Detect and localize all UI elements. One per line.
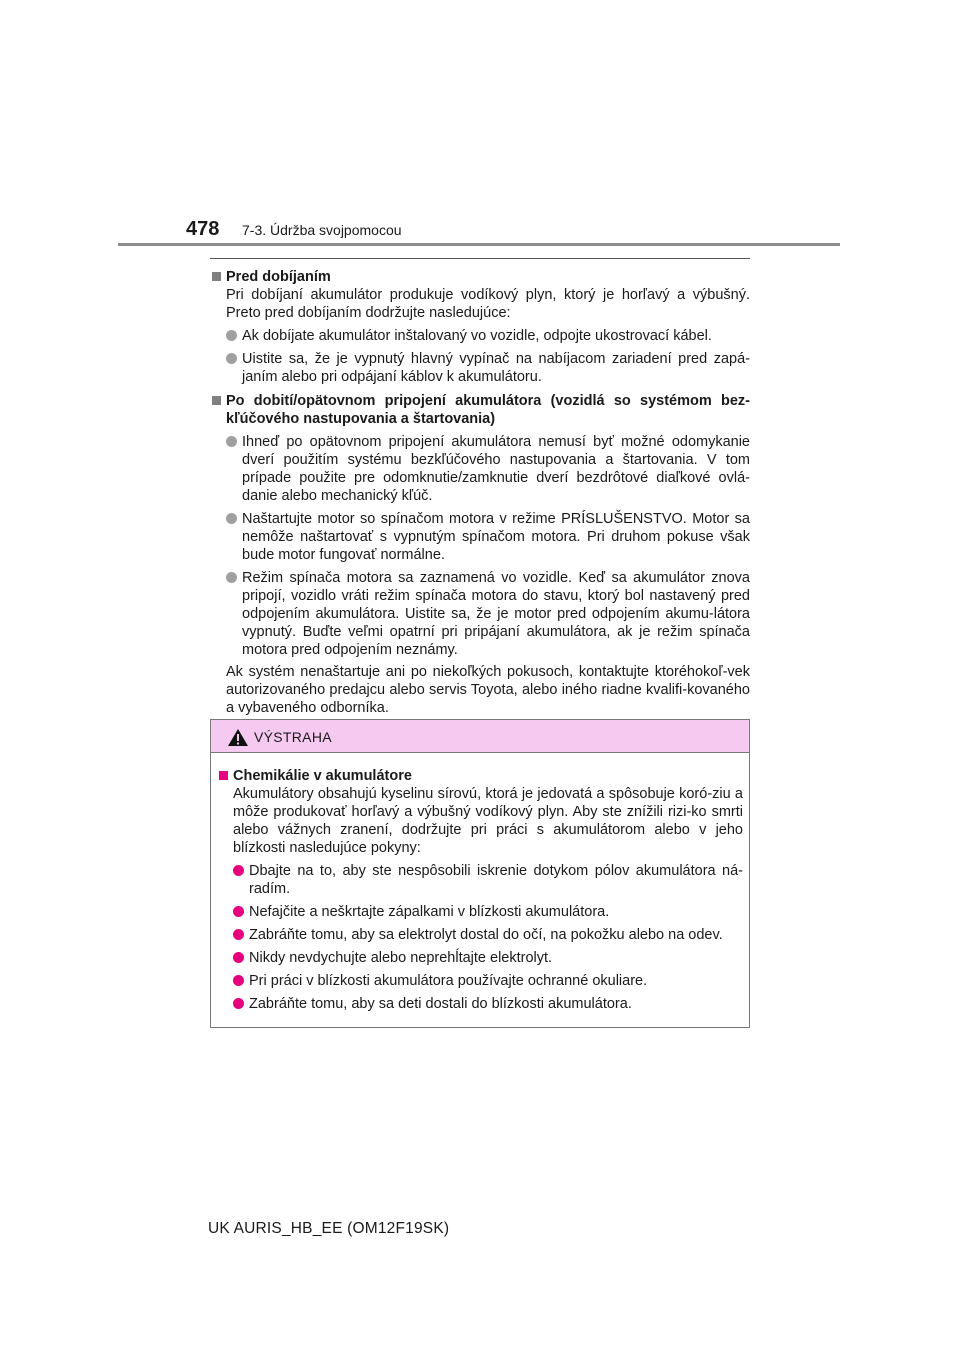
list-item: [210, 569, 750, 659]
round-bullet-icon: [233, 865, 244, 876]
list-item: [217, 995, 743, 1013]
list-item-text: Ihneď po opätovnom pripojení akumulátora nemusí byť možné odomykanie dverí použitím systému bezkľúčového nastupovania a štartovania. V tom prípade použite pre odomknutie/zamknutie dverí bezdrôtové diaľkové ovlá-danie alebo mechanický kľúč.: [242, 434, 750, 504]
round-bullet-icon: [233, 906, 244, 917]
list-item: [217, 949, 743, 967]
content-divider: [210, 258, 750, 259]
list-item-text: Zabráňte tomu, aby sa elektrolyt dostal do očí, na pokožku alebo na odev.: [249, 927, 723, 943]
list-item-text: Režim spínača motora sa zaznamená vo vozidle. Keď sa akumulátor znova pripojí, vozidlo vráti režim spínača motora do stavu, ktorý bol nastavený pred odpojením akumulátora. Uistite sa, že je motor pred odpojením akumu-látora vypnutý. Buďte veľmi opatrní pri pripájaní akumulátora, ak je režim spínača motora pred odpojením neznámy.: [242, 570, 750, 658]
round-bullet-icon: [233, 975, 244, 986]
warning-title: Chemikálie v akumulátore: [233, 768, 412, 784]
round-bullet-icon: [226, 436, 237, 447]
list-item: [217, 972, 743, 990]
round-bullet-icon: [233, 952, 244, 963]
page-number: 478: [186, 218, 220, 240]
chapter-title: 7-3. Údržba svojpomocou: [242, 222, 402, 238]
round-bullet-icon: [233, 998, 244, 1009]
list-item-text: Zabráňte tomu, aby sa deti dostali do blízkosti akumulátora.: [249, 996, 632, 1012]
list-item-text: Pri práci v blízkosti akumulátora používajte ochranné okuliare.: [249, 973, 648, 989]
header-divider: [118, 243, 840, 246]
square-bullet-icon: [212, 272, 221, 281]
warning-body: [211, 753, 749, 1013]
list-item: [210, 350, 750, 386]
list-item-text: Nefajčite a neškrtajte zápalkami v blízkosti akumulátora.: [249, 904, 610, 920]
round-bullet-icon: [226, 353, 237, 364]
closing-paragraph: Ak systém nenaštartuje ani po niekoľkých pokusoch, kontaktujte ktoréhokoľ-vek autorizovaného predajcu alebo servis Toyota, alebo iného riadne kvalifi-kovaného a vybaveného odborníka.: [226, 664, 750, 716]
warning-header: [211, 720, 749, 753]
round-bullet-icon: [226, 330, 237, 341]
square-bullet-icon: [219, 771, 228, 780]
warning-heading: [217, 767, 743, 785]
section-title: Pred dobíjaním: [226, 269, 331, 285]
list-item-text: Uistite sa, že je vypnutý hlavný vypínač na nabíjacom zariadení pred zapá-janím alebo pri odpájaní káblov k akumulátoru.: [242, 351, 750, 385]
round-bullet-icon: [233, 929, 244, 940]
list-item: [210, 433, 750, 505]
list-item: [217, 926, 743, 944]
section-charging: [210, 268, 750, 386]
list-item: [210, 510, 750, 564]
warning-triangle-icon: [227, 728, 249, 747]
list-item-text: Nikdy nevdychujte alebo neprehĺtajte elektrolyt.: [249, 950, 553, 966]
list-item: [217, 903, 743, 921]
section-text: Pri dobíjaní akumulátor produkuje vodíkový plyn, ktorý je horľavý a výbušný. Preto pred dobíjaním dodržujte nasledujúce:: [226, 287, 750, 321]
main-content: [210, 258, 750, 723]
round-bullet-icon: [226, 572, 237, 583]
list-item-text: Ak dobíjate akumulátor inštalovaný vo vozidle, odpojte ukostrovací kábel.: [242, 328, 712, 344]
warning-text: Akumulátory obsahujú kyselinu sírovú, ktorá je jedovatá a spôsobuje koró-ziu a môže produkovať horľavý a výbušný vodíkový plyn. Aby ste znížili rizi-ko smrti alebo vážnych zranení, dodržujte pri práci s akumulátorom alebo v jeho blízkosti nasledujúce pokyny:: [233, 786, 743, 856]
warning-box: [210, 719, 750, 1028]
section-after-charging: [210, 392, 750, 717]
square-bullet-icon: [212, 396, 221, 405]
round-bullet-icon: [226, 513, 237, 524]
footer-model: UK AURIS_HB_EE (OM12F19SK): [208, 1220, 450, 1237]
list-item-text: Dbajte na to, aby ste nespôsobili iskrenie dotykom pólov akumulátora ná-radím.: [249, 863, 743, 897]
list-item-text: Naštartujte motor so spínačom motora v režime PRÍSLUŠENSTVO. Motor sa nemôže naštartovať s vypnutým spínačom motora. Pri druhom pokuse však bude motor fungovať normálne.: [242, 511, 750, 563]
section-heading: [210, 392, 750, 428]
list-item: [210, 327, 750, 345]
list-item: [217, 862, 743, 898]
section-heading: [210, 268, 750, 286]
warning-label: VÝSTRAHA: [254, 729, 332, 745]
section-title: Po dobití/opätovnom pripojení akumulátora (vozidlá so systémom bez-kľúčového nastupovania a štartovania): [226, 393, 750, 427]
